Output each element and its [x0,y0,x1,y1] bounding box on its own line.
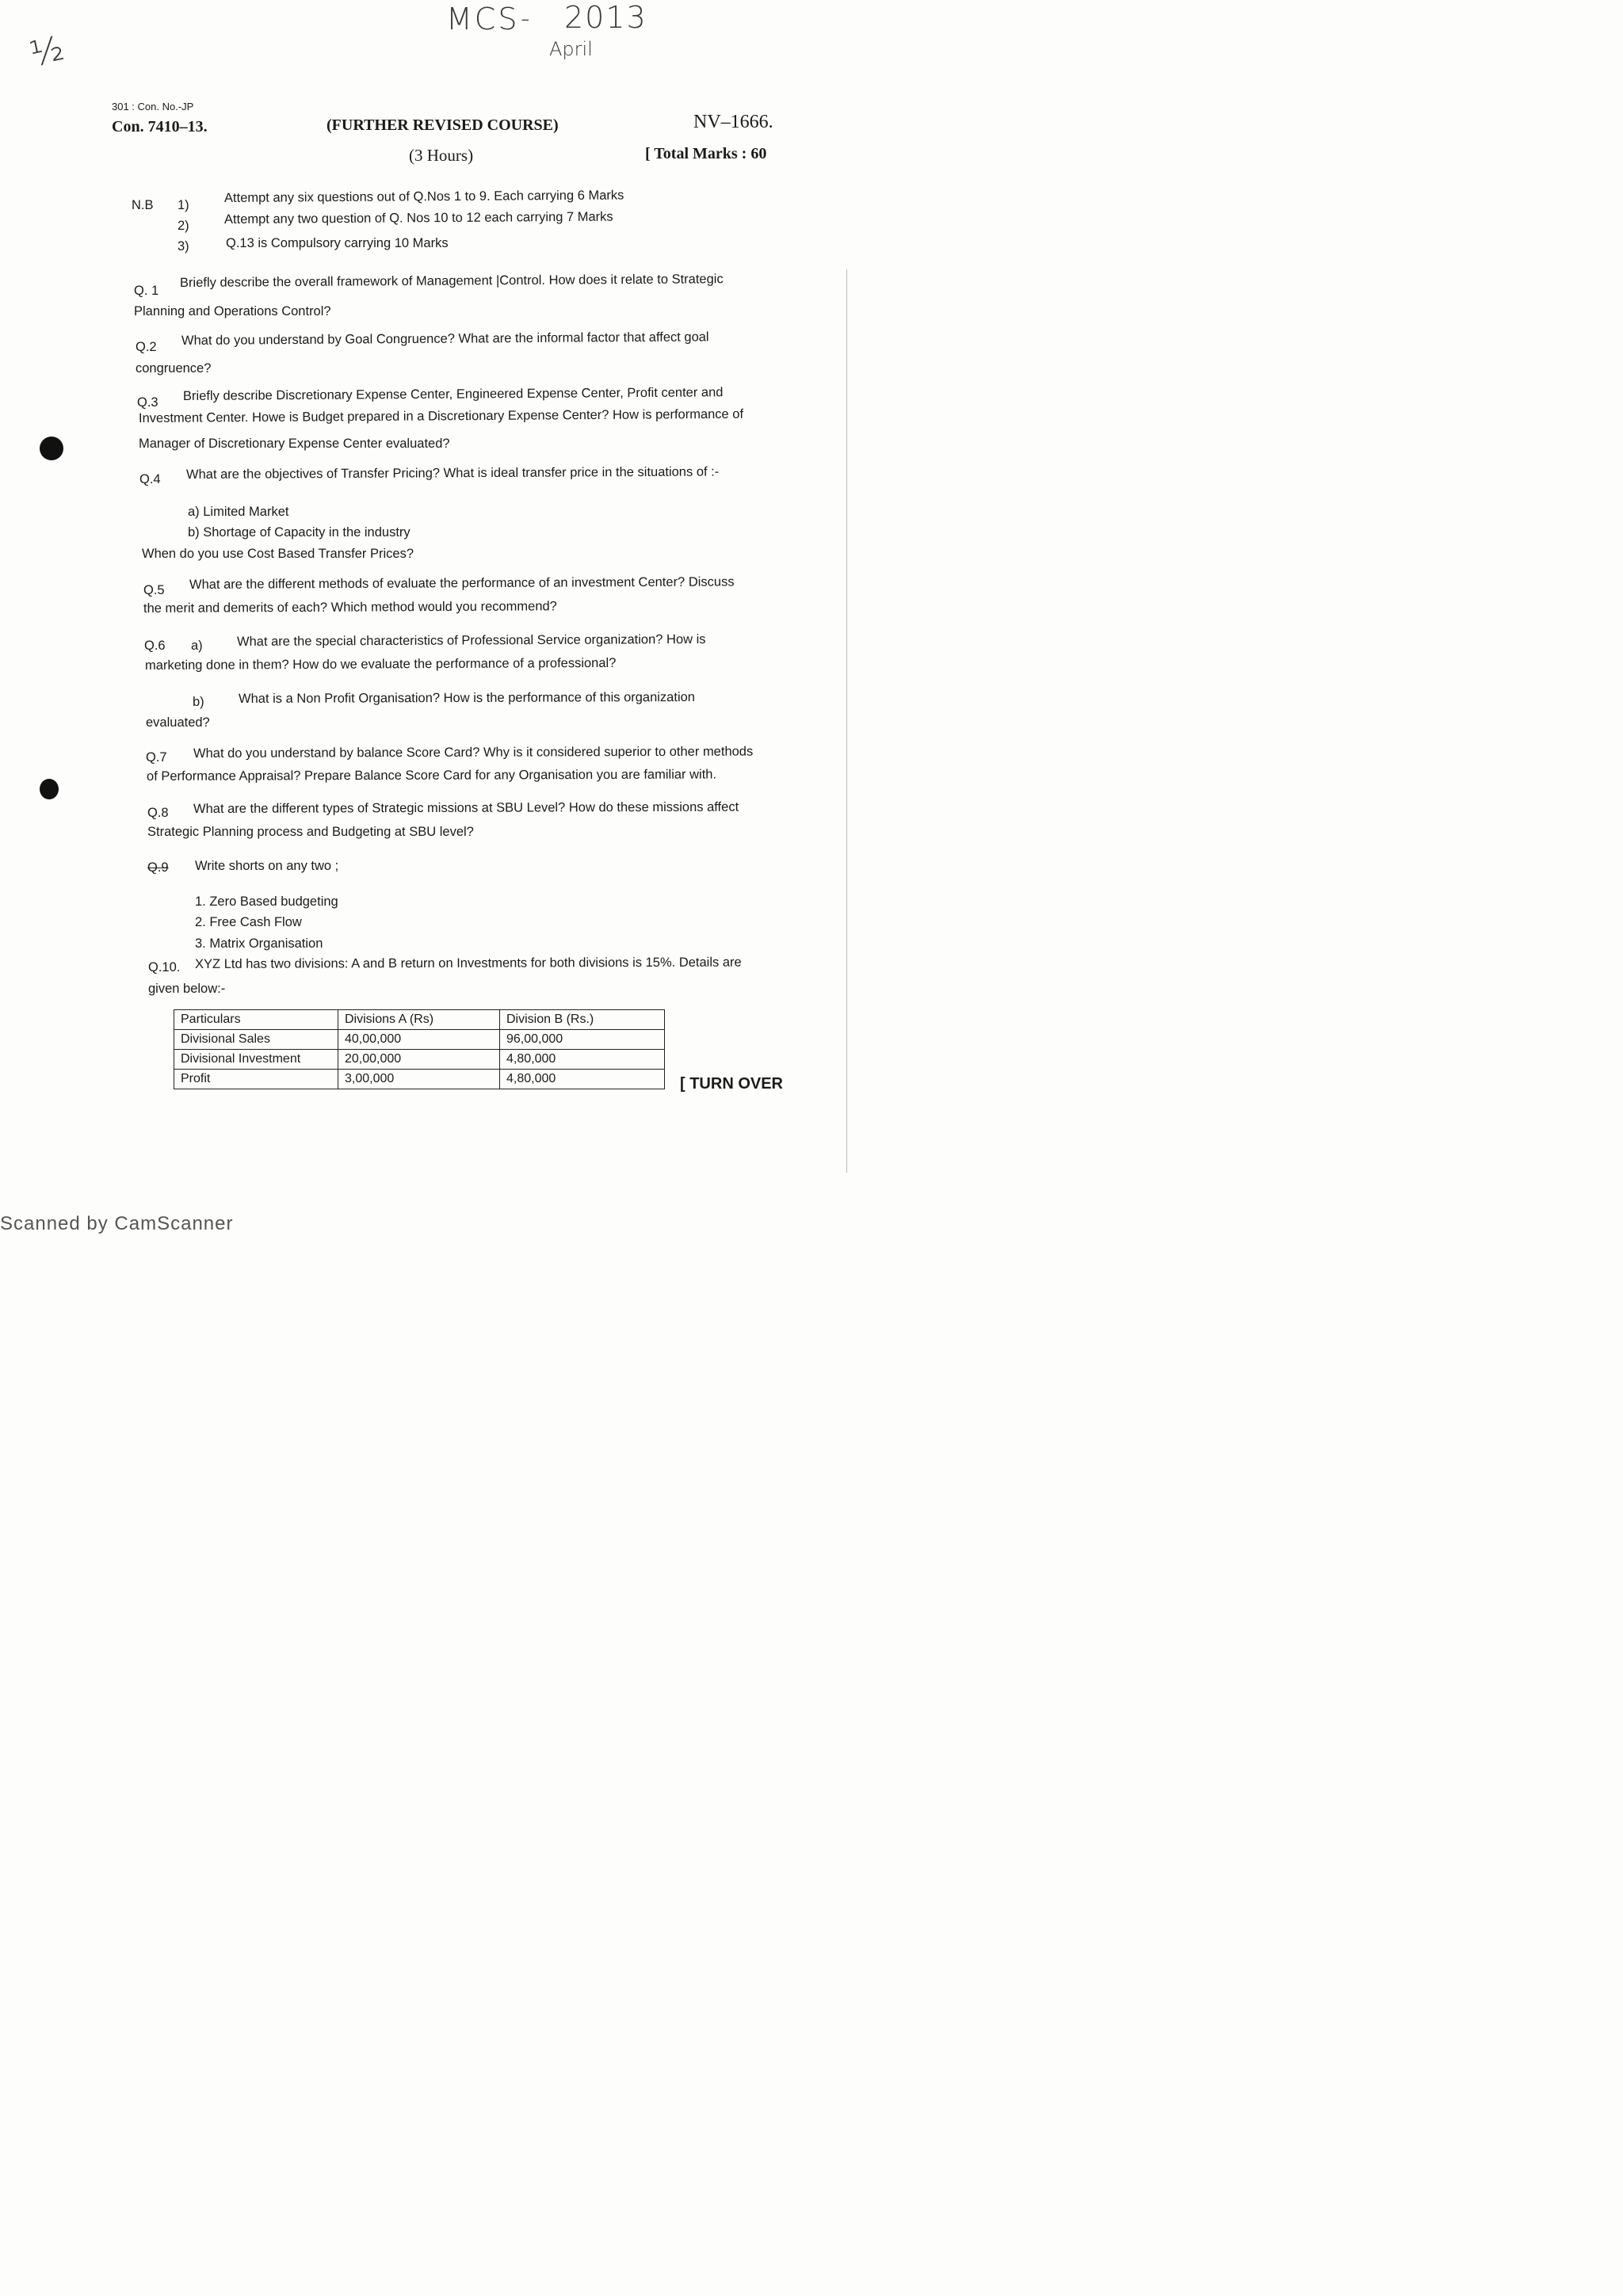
question-6b-text: What is a Non Profit Organisation? How is the performance of this organization [238,689,695,706]
question-3-text-cont: Investment Center. Howe is Budget prepared in a Discretionary Expense Center? How is performance of [138,406,744,425]
paper-con-number: Con. 7410–13. [112,118,208,135]
table-header-cell: Division B (Rs.) [500,1010,665,1030]
question-3-label: Q.3 [137,395,158,410]
punch-hole [40,779,59,799]
question-8-text-cont: Strategic Planning process and Budgeting at SBU level? [147,825,474,839]
table-cell: 40,00,000 [338,1030,500,1050]
question-10-text-cont: given below:- [148,982,226,996]
question-5-label: Q.5 [143,583,165,597]
handwritten-corner-mark: ½ [26,29,68,75]
question-6-label: Q.6 [144,639,166,653]
question-6-part-b-label: b) [193,695,204,709]
table-row [174,1030,665,1050]
question-3-text-cont: Manager of Discretionary Expense Center evaluated? [139,437,450,451]
handwritten-year: 2013 [564,0,647,35]
question-4-label: Q.4 [139,472,161,486]
scanner-watermark: Scanned by CamScanner [0,1213,234,1234]
question-4-option-a: a) Limited Market [188,505,289,519]
table-cell: 4,80,000 [500,1070,665,1089]
table-cell: 96,00,000 [500,1030,665,1050]
question-1-text-cont: Planning and Operations Control? [134,304,331,318]
instruction-number: 3) [178,239,189,254]
instruction-number: 1) [178,198,189,212]
question-7-label: Q.7 [146,750,167,765]
question-9-item: 2. Free Cash Flow [195,915,302,929]
table-cell: Profit [174,1070,338,1089]
question-2-label: Q.2 [136,340,157,354]
total-marks: [ Total Marks : 60 [645,145,767,162]
question-1-label: Q. 1 [134,284,159,298]
question-7-text-cont: of Performance Appraisal? Prepare Balance Score Card for any Organisation you are familiar with. [146,767,717,784]
question-2-text-cont: congruence? [136,361,212,376]
scan-edge-line [846,269,847,1173]
table-header-row [174,1010,665,1030]
table-cell: Divisional Sales [174,1030,338,1050]
course-title: (FURTHER REVISED COURSE) [327,116,559,134]
question-10-label: Q.10. [148,960,181,974]
question-9-text: Write shorts on any two ; [195,859,339,873]
instructions-label: N.B [132,198,154,212]
turn-over-label: [ TURN OVER [680,1075,783,1093]
table-row [174,1070,665,1089]
question-2-text: What do you understand by Goal Congruence? What are the informal factor that affect goal [181,330,709,348]
divisions-table [174,1009,665,1089]
instruction-number: 2) [178,219,189,233]
paper-reference: 301 : Con. No.-JP [112,101,194,113]
table-header-cell: Particulars [174,1010,338,1030]
table-header-cell: Divisions A (Rs) [338,1010,500,1030]
question-9-label: Q.9 [147,860,169,875]
question-4-text-cont: When do you use Cost Based Transfer Prices? [142,547,414,561]
question-4-option-b: b) Shortage of Capacity in the industry [188,525,411,540]
question-7-text: What do you understand by balance Score Card? Why is it considered superior to other methods [193,744,754,761]
question-9-item: 3. Matrix Organisation [195,936,323,951]
paper-code: NV–1666. [693,112,773,132]
question-9-item: 1. Zero Based budgeting [195,894,338,909]
question-8-text: What are the different types of Strategic missions at SBU Level? How do these missions affect [193,799,739,816]
instruction-text: Attempt any two question of Q. Nos 10 to 12 each carrying 7 Marks [223,209,613,227]
instruction-text: Attempt any six questions out of Q.Nos 1 to 9. Each carrying 6 Marks [223,188,624,205]
question-3-text: Briefly describe Discretionary Expense Center, Engineered Expense Center, Profit center and [182,385,724,403]
question-6-part-a-label: a) [191,639,203,653]
handwritten-subject: MCS [446,2,520,36]
handwritten-month: April [549,38,593,60]
question-4-text: What are the objectives of Transfer Pricing? What is ideal transfer price in the situations of :- [185,464,720,482]
table-cell: Divisional Investment [174,1050,338,1070]
handwritten-dash: - [521,3,530,33]
table-cell: 3,00,000 [338,1070,500,1089]
instruction-text: Q.13 is Compulsory carrying 10 Marks [226,236,449,250]
question-6a-text-cont: marketing done in them? How do we evaluate the performance of a professional? [144,655,617,673]
question-8-label: Q.8 [147,806,169,820]
question-5-text: What are the different methods of evaluate the performance of an investment Center? Discuss [189,574,735,592]
table-cell: 20,00,000 [338,1050,500,1070]
table-row [174,1050,665,1070]
table-cell: 4,80,000 [500,1050,665,1070]
question-6b-text-cont: evaluated? [146,715,210,730]
punch-hole [40,437,63,460]
exam-duration: (3 Hours) [409,146,474,165]
question-6a-text: What are the special characteristics of Professional Service organization? How is [236,631,706,649]
question-10-text: XYZ Ltd has two divisions: A and B return on Investments for both divisions is 15%. Details are [194,955,742,971]
question-5-text-cont: the merit and demerits of each? Which method would you recommend? [143,599,557,616]
question-1-text: Briefly describe the overall framework of Management |Control. How does it relate to Strategic [179,272,724,290]
